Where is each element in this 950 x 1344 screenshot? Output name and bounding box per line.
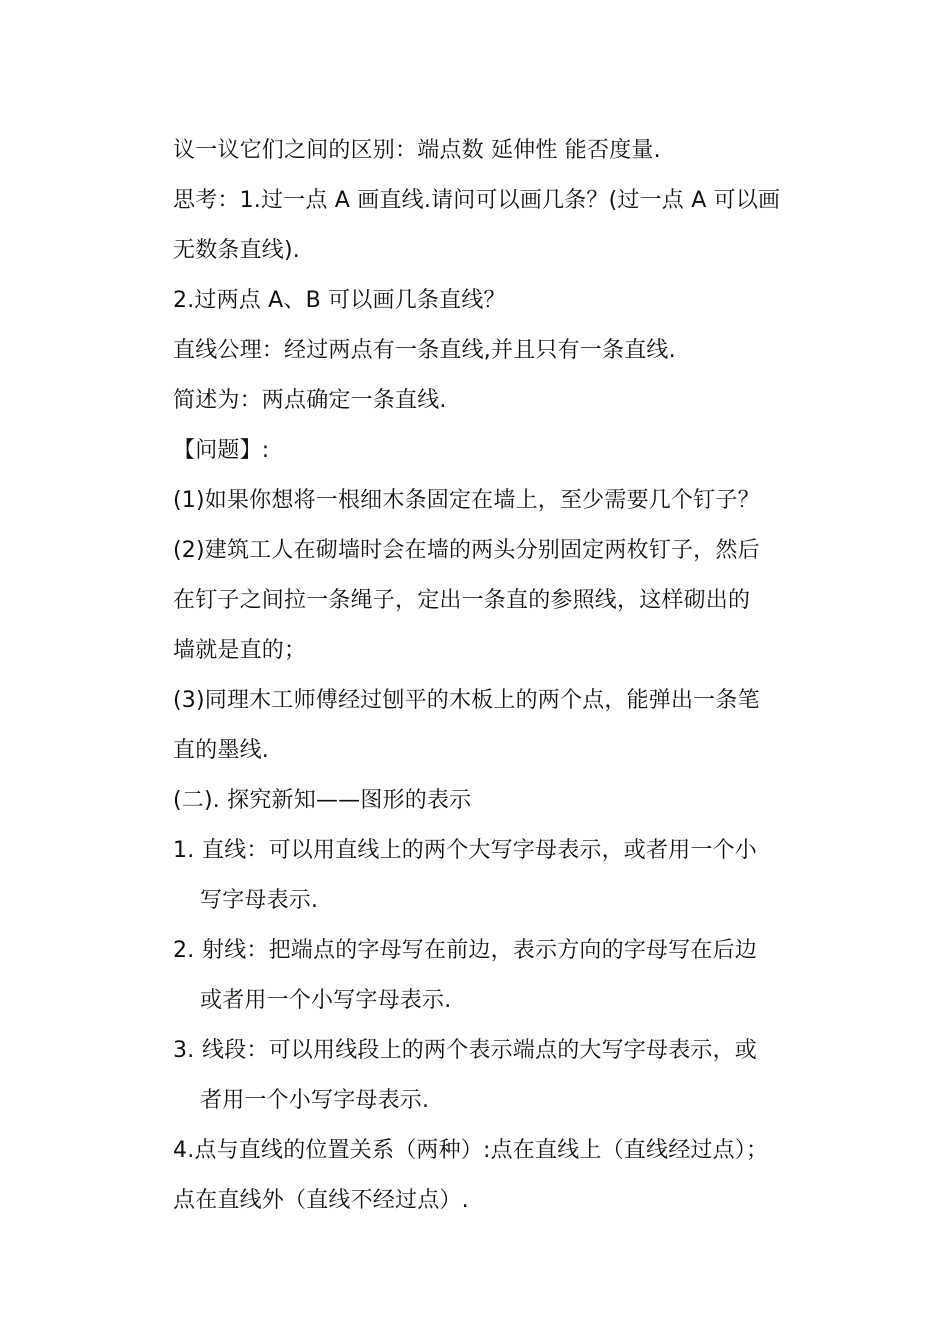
text-line: 直线公理：经过两点有一条直线,并且只有一条直线. xyxy=(173,338,676,363)
list-item xyxy=(173,936,757,966)
section-heading: (二). 探究新知——图形的表示 xyxy=(173,788,472,813)
text-line: 墙就是直的； xyxy=(173,638,307,663)
section-heading: 【问题】: xyxy=(173,438,270,463)
list-number: 2. xyxy=(173,938,195,963)
list-number: 1. xyxy=(173,838,195,863)
list-item-continuation: 或者用一个小写字母表示. xyxy=(200,988,452,1013)
text-line: 点在直线外（直线不经过点）. xyxy=(173,1188,469,1213)
list-item xyxy=(173,836,757,866)
text-line: (3)同理木工师傅经过刨平的木板上的两个点，能弹出一条笔 xyxy=(173,688,760,713)
list-number: 3. xyxy=(173,1038,195,1063)
list-text: 线段：可以用线段上的两个表示端点的大写字母表示，或 xyxy=(202,1038,758,1063)
list-item xyxy=(173,1036,757,1066)
text-line: 在钉子之间拉一条绳子，定出一条直的参照线，这样砌出的 xyxy=(173,588,751,613)
text-line: 4.点与直线的位置关系（两种）:点在直线上（直线经过点）； xyxy=(173,1138,769,1163)
list-text: 射线：把端点的字母写在前边，表示方向的字母写在后边 xyxy=(202,938,758,963)
text-line: 议一议它们之间的区别：端点数 延伸性 能否度量. xyxy=(173,138,661,163)
text-line: 2.过两点 A、B 可以画几条直线？ xyxy=(173,288,506,313)
list-item-continuation: 写字母表示. xyxy=(200,888,319,913)
text-line: (2)建筑工人在砌墙时会在墙的两头分别固定两枚钉子，然后 xyxy=(173,538,760,563)
text-line: 思考：1.过一点 A 画直线.请问可以画几条？(过一点 A 可以画 xyxy=(173,188,781,213)
text-line: 无数条直线). xyxy=(173,238,300,263)
text-line: 简述为：两点确定一条直线. xyxy=(173,388,447,413)
list-text: 直线：可以用直线上的两个大写字母表示，或者用一个小 xyxy=(202,838,758,863)
text-line: (1)如果你想将一根细木条固定在墙上，至少需要几个钉子？ xyxy=(173,488,760,513)
list-item-continuation: 者用一个小写字母表示. xyxy=(200,1088,430,1113)
text-line: 直的墨线. xyxy=(173,738,269,763)
